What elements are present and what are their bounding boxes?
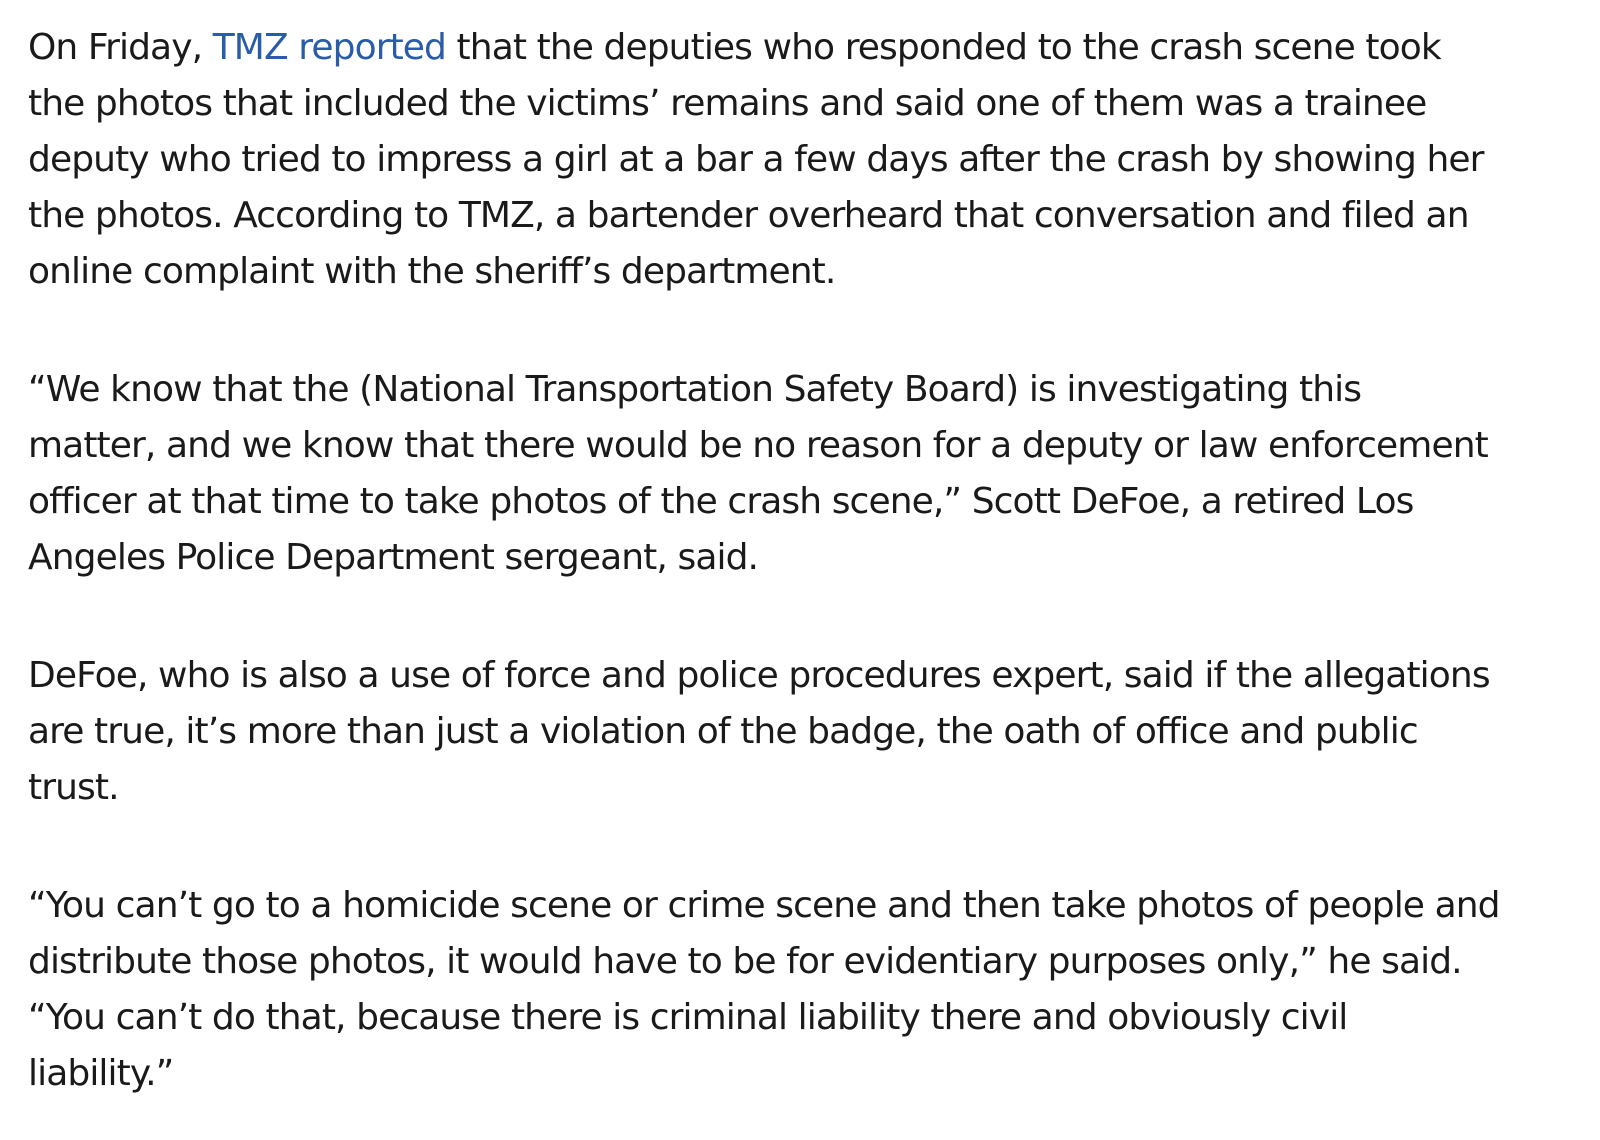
tmz-reported-link[interactable]: TMZ reported	[212, 27, 447, 68]
paragraph-line: “You can’t go to a homicide scene or crime scene and then take photos of people and	[28, 885, 1500, 926]
paragraph-line: are true, it’s more than just a violation of the badge, the oath of office and public	[28, 711, 1418, 752]
paragraph-line: online complaint with the sheriff’s department.	[28, 251, 836, 292]
paragraph-text: that the deputies who responded to the crash scene took	[446, 27, 1441, 68]
article-body	[28, 20, 1576, 1102]
paragraph-line: “You can’t do that, because there is criminal liability there and obviously civil	[28, 997, 1348, 1038]
paragraph-line: liability.”	[28, 1053, 174, 1094]
paragraph-line: trust.	[28, 767, 119, 808]
paragraph-line: Angeles Police Department sergeant, said.	[28, 537, 759, 578]
paragraph-line: matter, and we know that there would be no reason for a deputy or law enforcement	[28, 425, 1488, 466]
paragraph-line: officer at that time to take photos of the crash scene,” Scott DeFoe, a retired Los	[28, 481, 1414, 522]
paragraph-liability-quote	[28, 878, 1576, 1102]
paragraph-line: deputy who tried to impress a girl at a bar a few days after the crash by showing her	[28, 139, 1484, 180]
paragraph-line: the photos. According to TMZ, a bartender overheard that conversation and filed an	[28, 195, 1469, 236]
paragraph-line: “We know that the (National Transportation Safety Board) is investigating this	[28, 369, 1362, 410]
paragraph-line	[28, 20, 1576, 76]
paragraph-line: DeFoe, who is also a use of force and police procedures expert, said if the allegations	[28, 655, 1490, 696]
paragraph-line: the photos that included the victims’ remains and said one of them was a trainee	[28, 83, 1427, 124]
paragraph-defoe-expert	[28, 648, 1576, 816]
paragraph-defoe-quote	[28, 362, 1576, 586]
paragraph-lead-text: On Friday,	[28, 27, 213, 68]
paragraph-tmz-report	[28, 20, 1576, 300]
paragraph-line: distribute those photos, it would have to be for evidentiary purposes only,” he said.	[28, 941, 1462, 982]
